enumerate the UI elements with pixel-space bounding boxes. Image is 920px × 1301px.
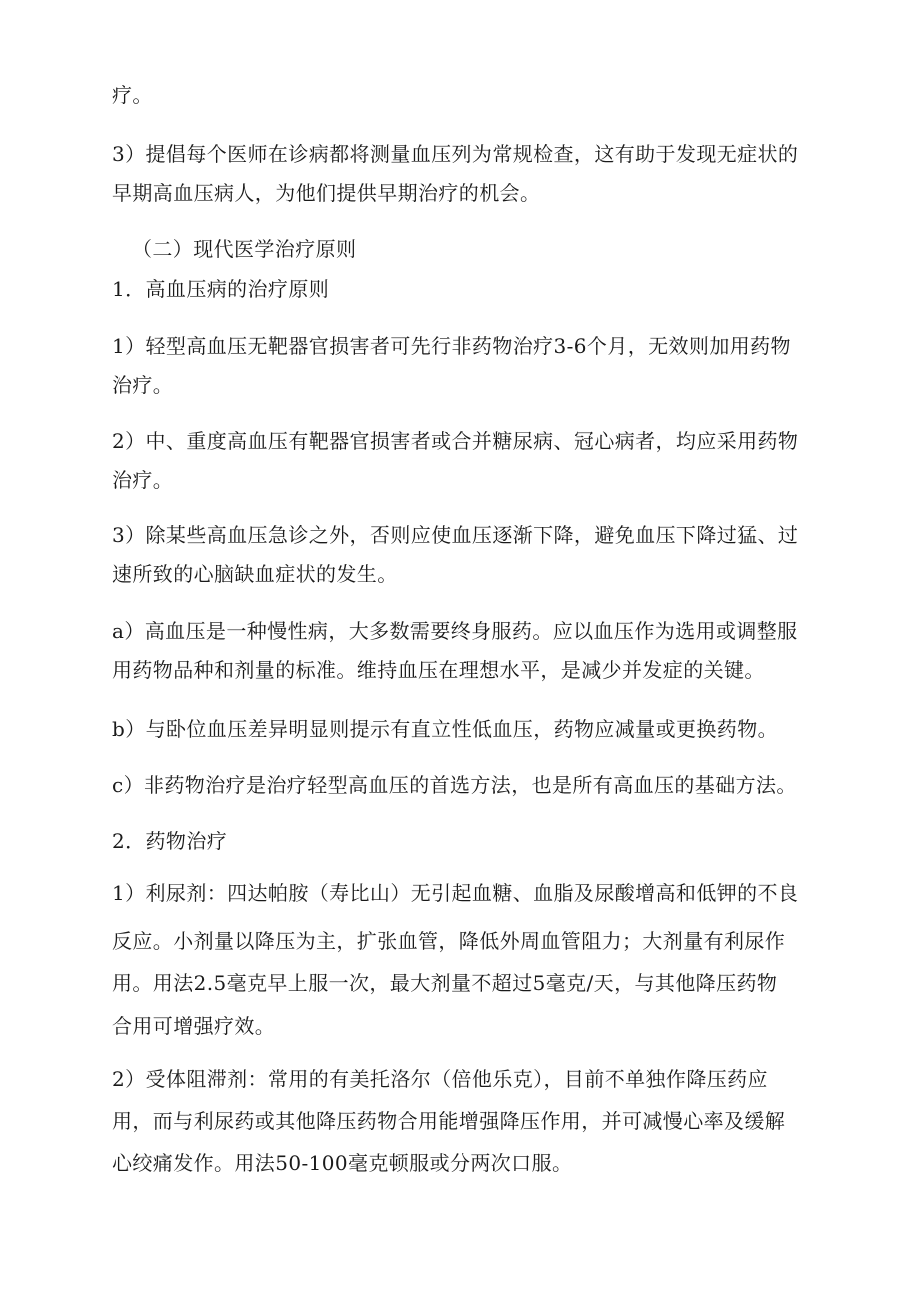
section-heading: （二）现代医学治疗原则: [132, 237, 357, 261]
text-line: 3）除某些高血压急诊之外，否则应使血压逐渐下降，避免血压下降过猛、过: [112, 523, 799, 547]
subsection-heading: 2．药物治疗: [112, 829, 228, 853]
text-line: 治疗。: [112, 468, 174, 492]
subsection-heading: 1．高血压病的治疗原则: [112, 277, 330, 301]
text-line: c）非药物治疗是治疗轻型高血压的首选方法，也是所有高血压的基础方法。: [112, 773, 797, 797]
text-line: 1）轻型高血压无靶器官损害者可先行非药物治疗3-6个月，无效则加用药物: [112, 334, 791, 358]
text-line: 1）利尿剂：四达帕胺（寿比山）无引起血糖、血脂及尿酸增高和低钾的不良: [112, 881, 799, 905]
text-line: 3）提倡每个医师在诊病都将测量血压列为常规检查，这有助于发现无症状的: [112, 142, 799, 166]
text-line: 心绞痛发作。用法50-100毫克顿服或分两次口服。: [112, 1151, 573, 1175]
text-line: 用，而与利尿药或其他降压药物合用能增强降压作用，并可减慢心率及缓解: [112, 1109, 786, 1133]
text-line: 2）中、重度高血压有靶器官损害者或合并糖尿病、冠心病者，均应采用药物: [112, 429, 799, 453]
text-line: 2）受体阻滞剂：常用的有美托洛尔（倍他乐克），目前不单独作降压药应: [112, 1067, 768, 1091]
text-line: 反应。小剂量以降压为主，扩张血管，降低外周血管阻力；大剂量有利尿作: [112, 929, 786, 953]
text-line: b）与卧位血压差异明显则提示有直立性低血压，药物应减量或更换药物。: [112, 717, 779, 741]
text-line: 早期高血压病人，为他们提供早期治疗的机会。: [112, 181, 541, 205]
text-line: 用。用法2.5毫克早上服一次，最大剂量不超过5毫克/天，与其他降压药物: [112, 971, 778, 995]
text-line: 速所致的心脑缺血症状的发生。: [112, 562, 398, 586]
text-line: 用药物品种和剂量的标准。维持血压在理想水平，是减少并发症的关键。: [112, 658, 765, 682]
text-line: 合用可增强疗效。: [112, 1014, 276, 1038]
text-line: a）高血压是一种慢性病，大多数需要终身服药。应以血压作为选用或调整服: [112, 619, 798, 643]
text-line: 疗。: [112, 83, 153, 107]
text-line: 治疗。: [112, 373, 174, 397]
